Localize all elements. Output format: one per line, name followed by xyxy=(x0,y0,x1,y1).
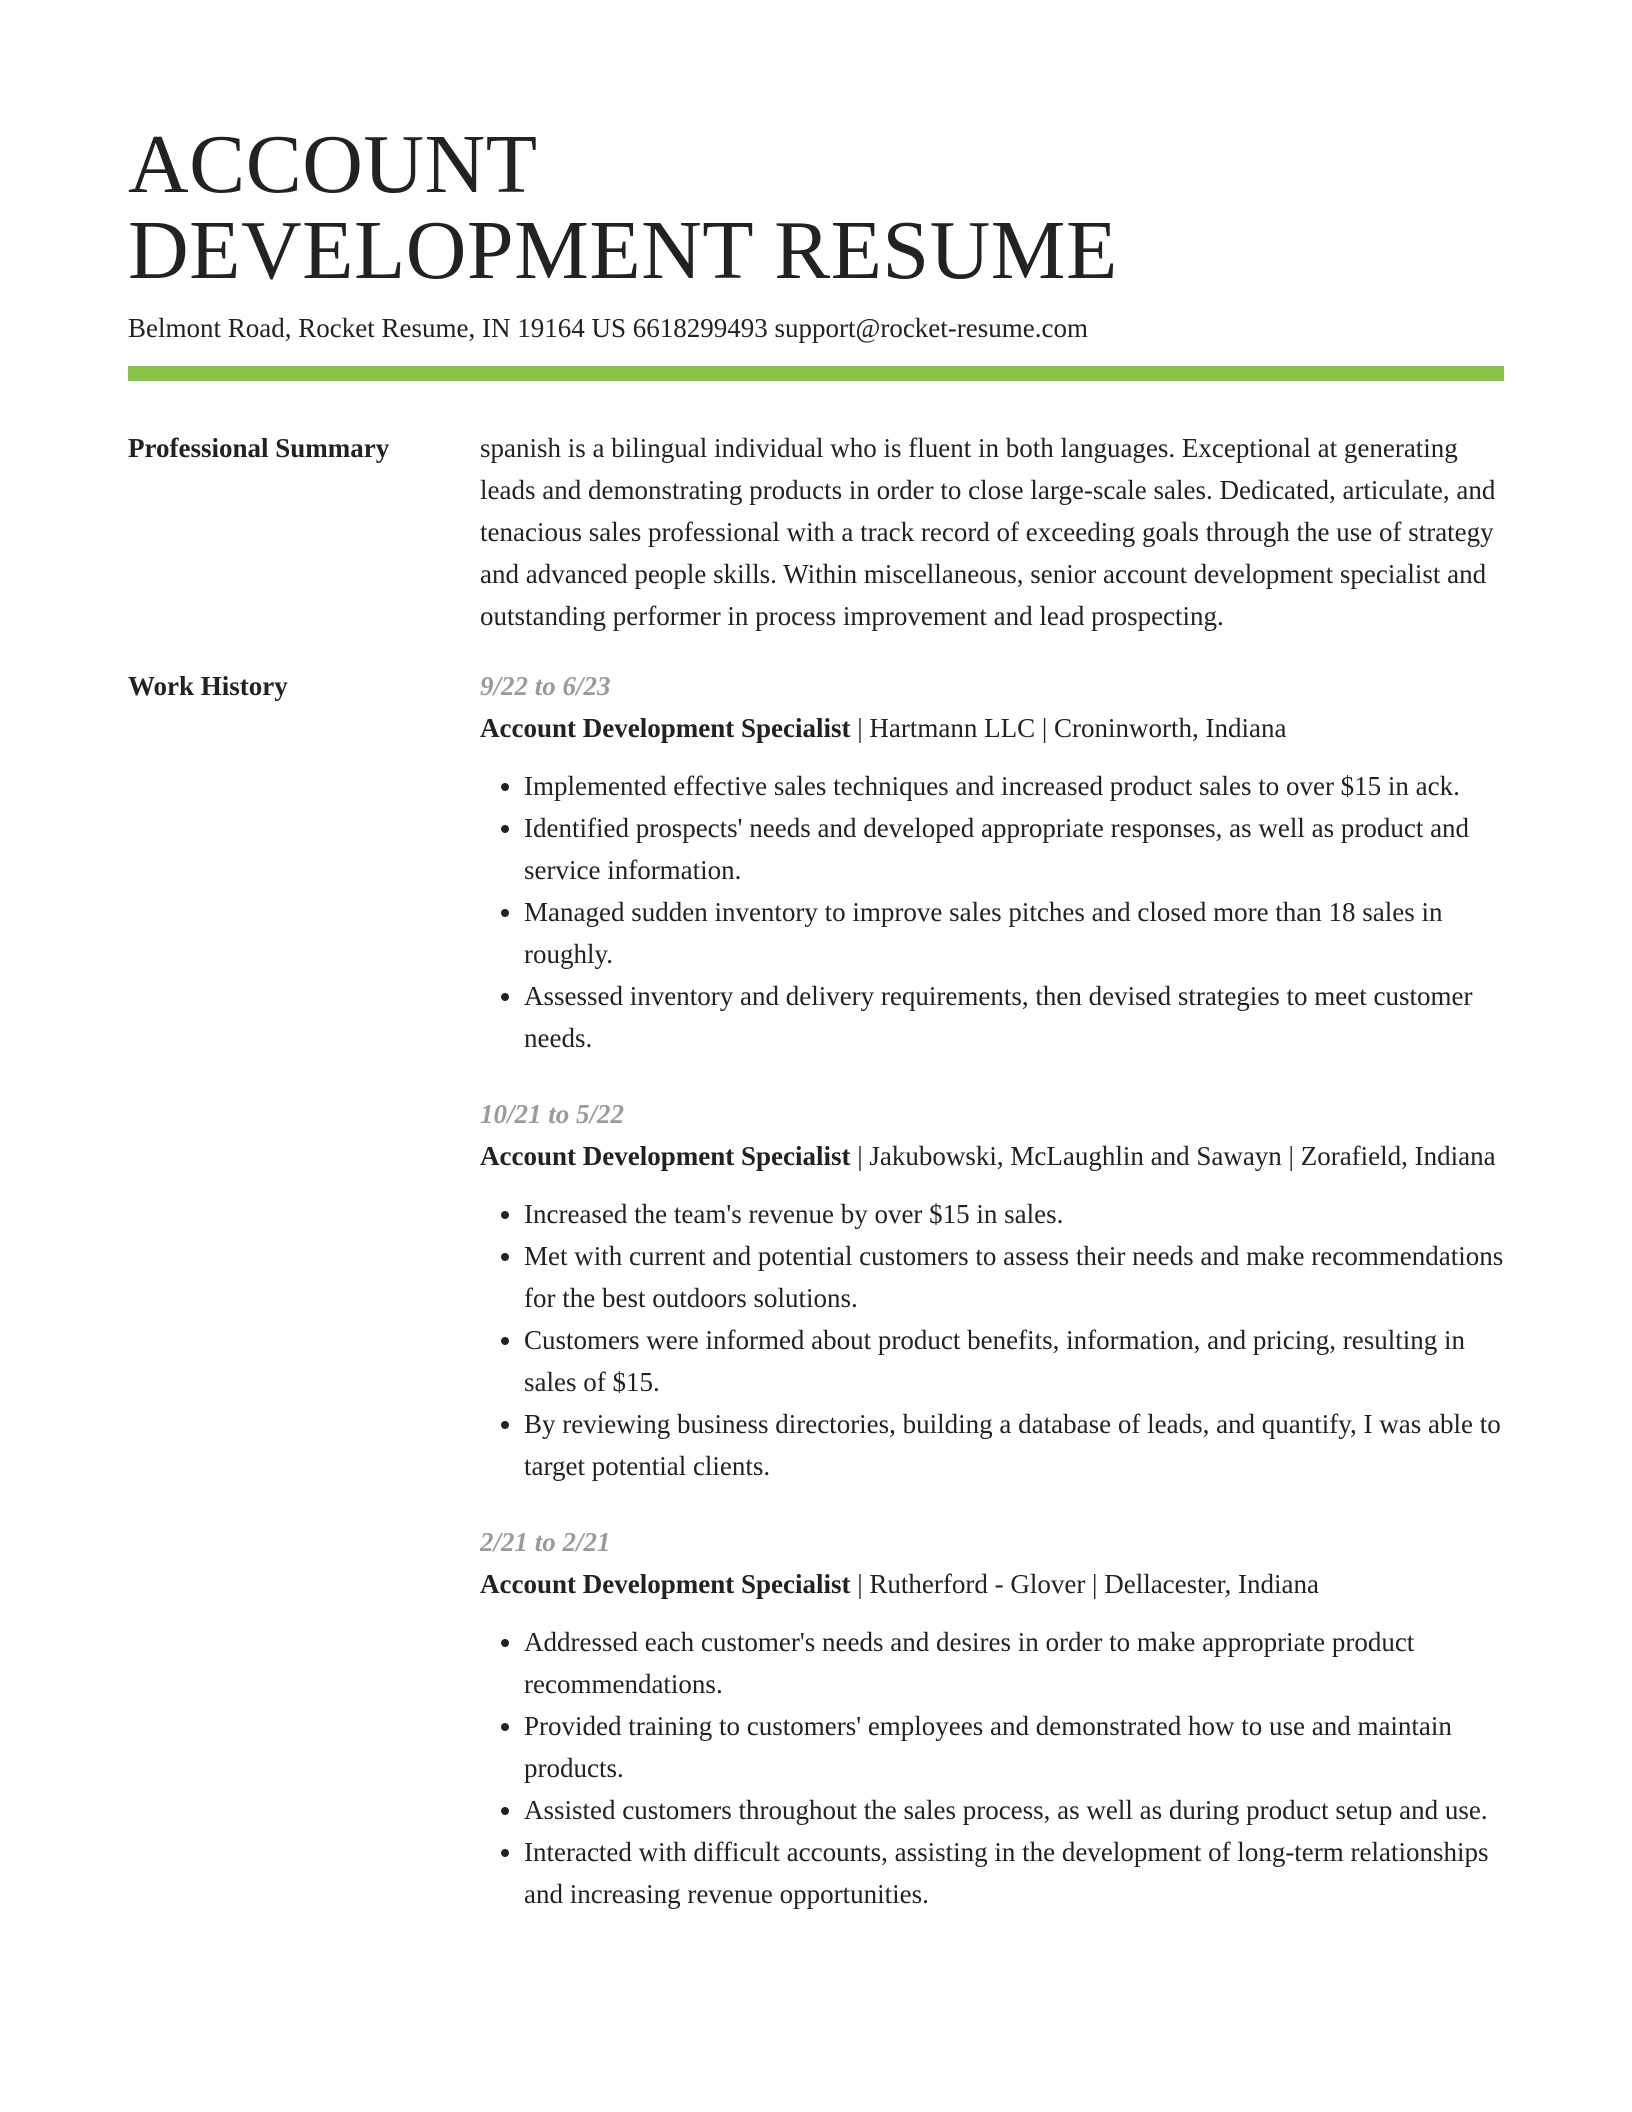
professional-summary-section xyxy=(128,427,1504,637)
job-entry xyxy=(480,1521,1504,1915)
section-label-work-history: Work History xyxy=(128,671,288,701)
bullet-item: • Managed sudden inventory to improve sales pitches and closed more than 18 sales in roughly. xyxy=(524,891,1504,975)
job-heading xyxy=(480,707,1504,749)
job-entry xyxy=(480,1093,1504,1487)
job-bullets xyxy=(480,1193,1504,1487)
job-heading xyxy=(480,1135,1504,1177)
bullet-item: • Increased the team's revenue by over $15 in sales. xyxy=(524,1193,1504,1235)
job-details: | Jakubowski, McLaughlin and Sawayn | Zorafield, Indiana xyxy=(850,1141,1496,1171)
bullet-item: • By reviewing business directories, building a database of leads, and quantify, I was able to target potential clients. xyxy=(524,1403,1504,1487)
bullet-item: • Customers were informed about product benefits, information, and pricing, resulting in sales of $15. xyxy=(524,1319,1504,1403)
job-dates: 9/22 to 6/23 xyxy=(480,671,611,701)
job-title: Account Development Specialist xyxy=(480,1569,851,1599)
resume-title xyxy=(128,118,1504,297)
job-dates: 10/21 to 5/22 xyxy=(480,1099,625,1129)
job-details: | Rutherford - Glover | Dellacester, Indiana xyxy=(850,1569,1320,1599)
job-title: Account Development Specialist xyxy=(480,713,851,743)
title-line-1: ACCOUNT xyxy=(128,118,538,211)
job-bullets xyxy=(480,1621,1504,1915)
bullet-item: • Met with current and potential customers to assess their needs and make recommendations for the best outdoors solutions. xyxy=(524,1235,1504,1319)
work-history-list xyxy=(480,665,1504,1915)
bullet-item: • Addressed each customer's needs and desires in order to make appropriate product recommendations. xyxy=(524,1621,1504,1705)
contact-line: Belmont Road, Rocket Resume, IN 19164 US 6618299493 support@rocket-resume.com xyxy=(128,313,1088,343)
job-bullets xyxy=(480,765,1504,1059)
title-line-2: DEVELOPMENT RESUME xyxy=(128,204,1118,297)
job-title: Account Development Specialist xyxy=(480,1141,851,1171)
bullet-item: • Identified prospects' needs and developed appropriate responses, as well as product and service information. xyxy=(524,807,1504,891)
summary-text: spanish is a bilingual individual who is fluent in both languages. Exceptional at generating leads and demonstrating products in order to close large-scale sales. Dedicated, articulate, and tenacious sales professional with a track record of exceeding goals through the use of strategy and advanced people skills. Within miscellaneous, senior account development specialist and outstanding performer in process improvement and lead prospecting. xyxy=(480,433,1496,631)
bullet-item: • Provided training to customers' employees and demonstrated how to use and maintain products. xyxy=(524,1705,1504,1789)
bullet-item: • Assisted customers throughout the sales process, as well as during product setup and use. xyxy=(524,1789,1504,1831)
bullet-item: • Implemented effective sales techniques and increased product sales to over $15 in ack. xyxy=(524,765,1504,807)
accent-divider xyxy=(128,366,1504,381)
job-details: | Hartmann LLC | Croninworth, Indiana xyxy=(850,713,1287,743)
job-dates: 2/21 to 2/21 xyxy=(480,1527,611,1557)
bullet-item: • Interacted with difficult accounts, assisting in the development of long-term relationships and increasing revenue opportunities. xyxy=(524,1831,1504,1915)
job-entry xyxy=(480,665,1504,1059)
section-label-summary: Professional Summary xyxy=(128,433,390,463)
job-heading xyxy=(480,1563,1504,1605)
bullet-item: • Assessed inventory and delivery requirements, then devised strategies to meet customer needs. xyxy=(524,975,1504,1059)
work-history-section xyxy=(128,665,1504,1915)
